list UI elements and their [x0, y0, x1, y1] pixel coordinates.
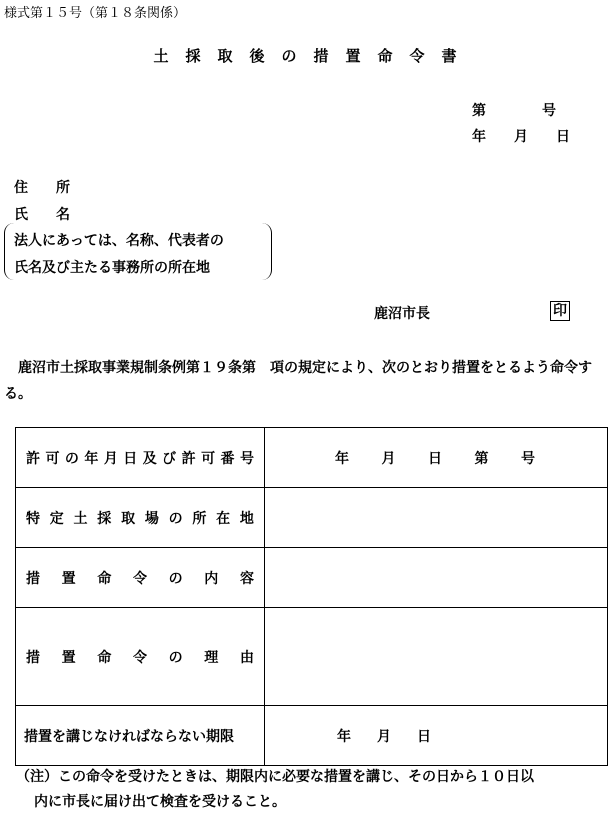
site-location-label: 特 定 土 採 取 場 の 所 在 地 — [16, 488, 265, 548]
form-number: 様式第１５号（第１８条関係） — [4, 6, 187, 21]
order-body-text: 鹿沼市土採取事業規制条例第１９条第 項の規定により、次のとおり措置をとるよう命令する。 — [4, 360, 592, 402]
seal-wrapper — [550, 301, 570, 321]
table-row-deadline — [16, 706, 608, 766]
order-reason-label: 措 置 命 令 の 理 由 — [16, 608, 265, 706]
deadline-value[interactable]: 年 月 日 — [265, 706, 608, 766]
table-row-order-reason — [16, 608, 608, 706]
permit-date-number-label: 許 可 の 年 月 日 及 び 許 可 番 号 — [16, 428, 265, 488]
corporate-info-line2: 氏名及び主たる事務所の所在地 — [14, 260, 210, 276]
deadline-label: 措置を講じなければならない期限 — [16, 706, 265, 766]
document-title: 土採取後の措置命令書 — [153, 47, 474, 65]
note-line2: 内に市長に届け出て検査を受けること。 — [34, 794, 286, 810]
table-row-permit-info — [16, 428, 608, 488]
table-row-site-location — [16, 488, 608, 548]
seal-mark: 印 — [550, 301, 570, 321]
order-details-table — [15, 427, 608, 766]
name-label: 氏 名 — [14, 207, 70, 223]
issuer-title: 鹿沼市長 — [374, 306, 430, 322]
note-line1: （注）この命令を受けたときは、期限内に必要な措置を講じ、その日から１０日以 — [16, 769, 534, 785]
order-content-label: 措 置 命 令 の 内 容 — [16, 548, 265, 608]
table-row-order-content — [16, 548, 608, 608]
corporate-info-line1: 法人にあっては、名称、代表者の — [14, 233, 224, 249]
order-reason-value[interactable] — [265, 608, 608, 706]
document-date: 年 月 日 — [472, 129, 570, 145]
address-label: 住 所 — [14, 180, 70, 196]
order-content-value[interactable] — [265, 548, 608, 608]
note — [16, 765, 606, 815]
site-location-value[interactable] — [265, 488, 608, 548]
document-number: 第 号 — [472, 103, 556, 119]
permit-date-number-value[interactable]: 年 月 日 第 号 — [265, 428, 608, 488]
